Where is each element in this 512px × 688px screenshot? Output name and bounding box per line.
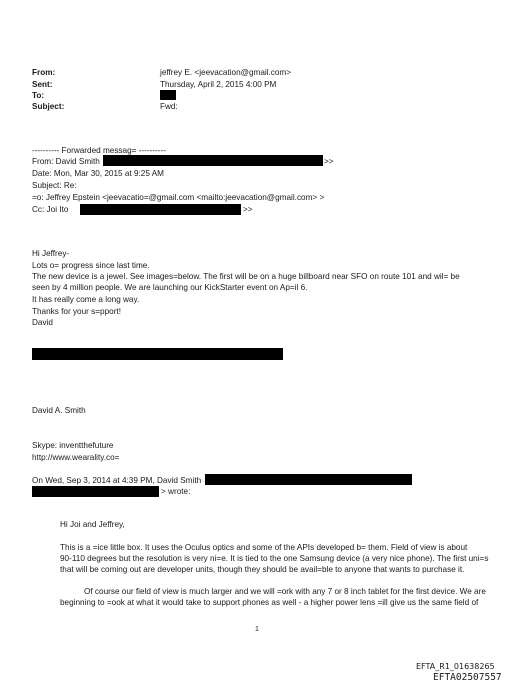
redaction-block: [32, 348, 283, 360]
body-line: The new device is a jewel. See images=below. The first will be on a huge billboard near SFO on route 101 and wil= be: [32, 272, 460, 281]
quoted-p1-line: that will be coming out are developer units, though they should be avail=ble to anyone that wants to purchase it.: [60, 565, 465, 574]
forwarded-from: From: David Smith: [32, 157, 100, 166]
subject-value: Fwd:: [160, 102, 178, 111]
forwarded-subject: Subject: Re:: [32, 181, 77, 190]
body-line: seen by 4 million people. We are launching our KickStarter event on Ap=il 6.: [32, 283, 308, 292]
forwarded-divider: ---------- Forwarded messag= ----------: [32, 146, 166, 155]
forwarded-from-tail: >>: [324, 157, 334, 166]
sent-value: Thursday, April 2, 2015 4:00 PM: [160, 80, 277, 89]
body-line: It has really come a long way.: [32, 295, 140, 304]
to-label: To:: [32, 91, 45, 100]
redaction-from-email: [103, 155, 323, 166]
redaction-to: [160, 90, 176, 100]
footer-ref-primary: EFTA_R1_01638265: [416, 662, 495, 671]
from-value: jeffrey E. <jeevacation@gmail.com>: [160, 68, 292, 77]
quoted-p1-line: 90-110 degrees but the resolution is very ni=e. It is tied to the one Samsung device (a very nice phone). The first uni=s: [60, 554, 489, 563]
sent-label: Sent:: [32, 80, 53, 89]
body-line: Thanks for your s=pport!: [32, 307, 121, 316]
body-line: Hi Jeffrey-: [32, 249, 70, 258]
quoted-wrote: > wrote:: [161, 487, 191, 496]
signature-name: David A. Smith: [32, 406, 86, 415]
forwarded-to: =o: Jeffrey Epstein <jeevacatio=@gmail.com <mailto:jeevacation@gmail.com> >: [32, 193, 325, 202]
signature-skype: Skype: inventthefuture: [32, 441, 114, 450]
forwarded-date: Date: Mon, Mar 30, 2015 at 9:25 AM: [32, 169, 164, 178]
body-line: Lots o= progress since last time.: [32, 261, 150, 270]
forwarded-cc-tail: >>: [243, 205, 253, 214]
quoted-on-line: On Wed, Sep 3, 2014 at 4:39 PM, David Smith: [32, 476, 202, 485]
footer-ref-secondary: EFTA02507557: [433, 672, 502, 683]
redaction-quoted-email-2: [32, 486, 159, 497]
quoted-p2-line: beginning to =ook at what it would take to support phones as well - a higher power lens =ill give us the same field of: [60, 598, 479, 607]
redaction-cc-email: [80, 204, 241, 215]
signature-url: http://www.wearality.co=: [32, 453, 120, 462]
body-line: David: [32, 318, 53, 327]
quoted-p1-line: This is a =ice little box. It uses the Oculus optics and some of the APIs developed b= them. Field of view is about: [60, 543, 468, 552]
forwarded-cc: Cc: Joi Ito: [32, 205, 69, 214]
page-number: 1: [255, 626, 259, 633]
quoted-greeting: Hi Joi and Jeffrey,: [60, 520, 125, 529]
redaction-quoted-email-1: [205, 474, 412, 485]
from-label: From:: [32, 68, 56, 77]
quoted-p2-line: Of course our field of view is much larger and we will =ork with any 7 or 8 inch tablet for the first device. We are: [84, 587, 486, 596]
subject-label: Subject:: [32, 102, 65, 111]
